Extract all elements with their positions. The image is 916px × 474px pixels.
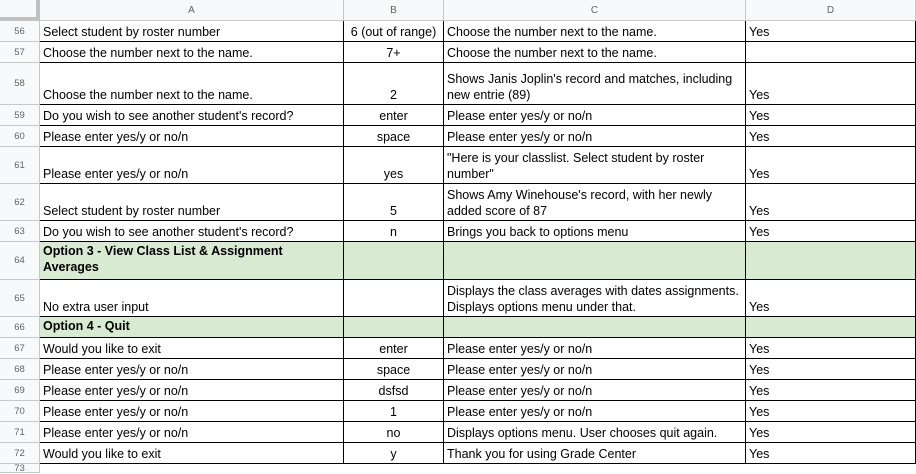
cell-d[interactable] <box>746 380 916 401</box>
cell-text: Please enter yes/y or no/n <box>447 384 593 398</box>
cell-b[interactable] <box>344 21 444 42</box>
cell-a[interactable] <box>40 147 344 184</box>
table-row <box>0 221 916 242</box>
cell-text: Select student by roster number <box>43 204 221 218</box>
cell-text: 5 <box>390 204 397 218</box>
cell-text: 7+ <box>386 46 401 60</box>
table-row <box>0 63 916 105</box>
cell-c[interactable] <box>444 105 746 126</box>
cell-text: no <box>386 426 401 440</box>
cell-text: 6 (out of range) <box>350 25 437 39</box>
cell-text: Displays the class averages with dates assignments. Displays options menu under that. <box>447 284 743 314</box>
cell-text: Please enter yes/y or no/n <box>447 342 593 356</box>
row-number[interactable]: 67 <box>0 338 40 359</box>
table-row <box>0 126 916 147</box>
cell-text: Please enter yes/y or no/n <box>43 426 189 440</box>
row-number[interactable]: 73 <box>0 464 40 473</box>
cell-text: Yes <box>749 167 770 181</box>
row-number[interactable]: 57 <box>0 42 40 63</box>
table-row <box>0 401 916 422</box>
cell-text: Would you like to exit <box>43 342 161 356</box>
cell-b[interactable] <box>344 147 444 184</box>
cell-b[interactable] <box>344 359 444 380</box>
row-number[interactable]: 61 <box>0 147 40 184</box>
cell-a[interactable] <box>40 242 344 280</box>
column-header-row <box>0 0 916 21</box>
cell-b[interactable] <box>344 280 444 317</box>
cell-text: y <box>390 447 397 461</box>
table-row <box>0 443 916 464</box>
cell-c[interactable] <box>444 221 746 242</box>
cell-b[interactable] <box>344 63 444 105</box>
cell-c[interactable] <box>444 242 746 280</box>
cell-text: Please enter yes/y or no/n <box>447 130 593 144</box>
table-row <box>0 184 916 221</box>
cell-text: Choose the number next to the name. <box>43 88 253 102</box>
row-number[interactable]: 56 <box>0 21 40 42</box>
cell-b[interactable] <box>344 443 444 464</box>
table-row <box>0 422 916 443</box>
cell-text: enter <box>379 109 408 123</box>
cell-text: "Here is your classlist. Select student by roster number" <box>447 151 708 181</box>
cell-c[interactable] <box>444 359 746 380</box>
cell-c[interactable] <box>444 42 746 63</box>
cell-c[interactable] <box>444 147 746 184</box>
cell-text: yes <box>383 167 404 181</box>
cell-a[interactable] <box>40 317 344 338</box>
table-row <box>0 380 916 401</box>
cell-text: n <box>390 225 397 239</box>
table-row <box>0 105 916 126</box>
cell-d[interactable] <box>746 317 916 338</box>
cell-text: Please enter yes/y or no/n <box>447 109 593 123</box>
cell-text: Please enter yes/y or no/n <box>43 363 189 377</box>
cell-text: Select student by roster number <box>43 25 221 39</box>
cell-text: Yes <box>749 25 770 39</box>
cell-a[interactable] <box>40 338 344 359</box>
cell-a[interactable] <box>40 105 344 126</box>
row-number[interactable]: 64 <box>0 242 40 280</box>
cell-a[interactable] <box>40 359 344 380</box>
cell-b[interactable] <box>344 422 444 443</box>
cell-text: Yes <box>749 426 770 440</box>
cell-text: Shows Amy Winehouse's record, with her newly added score of 87 <box>447 188 716 218</box>
cell-c[interactable] <box>444 184 746 221</box>
cell-b[interactable] <box>344 380 444 401</box>
column-header-c[interactable]: C <box>444 0 746 21</box>
cell-text: Would you like to exit <box>43 447 161 461</box>
cell-text: Please enter yes/y or no/n <box>43 167 189 181</box>
cell-text: space <box>376 363 411 377</box>
cell-text: Yes <box>749 109 770 123</box>
cell-a[interactable] <box>40 63 344 105</box>
row-number[interactable]: 62 <box>0 184 40 221</box>
cell-text: Yes <box>749 225 770 239</box>
cell-text: Yes <box>749 300 770 314</box>
cell-a[interactable] <box>40 280 344 317</box>
cell-text: Yes <box>749 447 770 461</box>
cell-text: Yes <box>749 342 770 356</box>
cell-d[interactable] <box>746 242 916 280</box>
cell-d[interactable] <box>746 221 916 242</box>
cell-d[interactable] <box>746 105 916 126</box>
cell-d[interactable] <box>746 42 916 63</box>
cell-b[interactable] <box>344 126 444 147</box>
cell-d[interactable] <box>746 63 916 105</box>
cell-text: Thank you for using Grade Center <box>447 447 636 461</box>
cell-text: 1 <box>390 405 397 419</box>
cell-c[interactable] <box>444 280 746 317</box>
cell-d[interactable] <box>746 184 916 221</box>
row-number[interactable]: 59 <box>0 105 40 126</box>
cell-a[interactable] <box>40 443 344 464</box>
cell-b[interactable] <box>344 184 444 221</box>
cell-text: Option 3 - View Class List & Assignment Averages <box>43 244 286 274</box>
cell-text: Choose the number next to the name. <box>447 46 657 60</box>
cell-text: Yes <box>749 88 770 102</box>
cell-text: Brings you back to options menu <box>447 225 629 239</box>
cell-d[interactable] <box>746 401 916 422</box>
cell-b[interactable] <box>344 242 444 280</box>
cell-text: Please enter yes/y or no/n <box>43 130 189 144</box>
cell-d[interactable] <box>746 338 916 359</box>
cell-b[interactable] <box>344 105 444 126</box>
column-header-d[interactable]: D <box>746 0 916 21</box>
cell-a[interactable] <box>40 401 344 422</box>
cell-text: Please enter yes/y or no/n <box>43 405 189 419</box>
column-header-b[interactable]: B <box>344 0 444 21</box>
table-row <box>0 42 916 63</box>
row-number[interactable]: 72 <box>0 443 40 464</box>
row-number[interactable]: 68 <box>0 359 40 380</box>
cell-text: No extra user input <box>43 300 149 314</box>
cell-d[interactable] <box>746 21 916 42</box>
cell-text: space <box>376 130 411 144</box>
row-number[interactable]: 66 <box>0 317 40 338</box>
row-number[interactable]: 70 <box>0 401 40 422</box>
cell-d[interactable] <box>746 443 916 464</box>
cell-d[interactable] <box>746 126 916 147</box>
cell-a[interactable] <box>40 422 344 443</box>
row-number[interactable]: 65 <box>0 280 40 317</box>
cell-text: Option 4 - Quit <box>43 319 130 333</box>
cell-a[interactable] <box>40 184 344 221</box>
cell-text: Do you wish to see another student's record? <box>43 109 294 123</box>
table-row <box>0 359 916 380</box>
row-number[interactable]: 69 <box>0 380 40 401</box>
cell-text: Yes <box>749 130 770 144</box>
cell-text: Yes <box>749 204 770 218</box>
cell-b[interactable] <box>344 338 444 359</box>
cell-c[interactable] <box>444 422 746 443</box>
cell-text: 2 <box>390 88 397 102</box>
column-header-a[interactable]: A <box>40 0 344 21</box>
table-row <box>0 280 916 317</box>
table-row <box>0 147 916 184</box>
cell-b[interactable] <box>344 401 444 422</box>
cell-text: Do you wish to see another student's record? <box>43 225 294 239</box>
cell-d[interactable] <box>746 147 916 184</box>
cell-b[interactable] <box>344 317 444 338</box>
cell-text: Yes <box>749 384 770 398</box>
cell-a[interactable] <box>40 126 344 147</box>
table-row <box>0 242 916 280</box>
cell-d[interactable] <box>746 280 916 317</box>
cell-text: Please enter yes/y or no/n <box>43 384 189 398</box>
table-row <box>0 317 916 338</box>
cell-text: Yes <box>749 363 770 377</box>
cell-d[interactable] <box>746 359 916 380</box>
cell-c[interactable] <box>444 63 746 105</box>
row-number[interactable]: 60 <box>0 126 40 147</box>
cell-c[interactable] <box>444 126 746 147</box>
cell-text: dsfsd <box>378 384 409 398</box>
cell-text: Please enter yes/y or no/n <box>447 363 593 377</box>
cell-d[interactable] <box>746 422 916 443</box>
cell-text: Displays options menu. User chooses quit again. <box>447 426 718 440</box>
cell-b[interactable] <box>344 42 444 63</box>
cell-a[interactable] <box>40 221 344 242</box>
select-all-corner[interactable] <box>0 0 40 21</box>
cell-a[interactable] <box>40 42 344 63</box>
cell-c[interactable] <box>444 338 746 359</box>
cell-text: Choose the number next to the name. <box>43 46 253 60</box>
cell-c[interactable] <box>444 443 746 464</box>
row-number[interactable]: 58 <box>0 63 40 105</box>
table-row <box>0 21 916 42</box>
cell-text: Please enter yes/y or no/n <box>447 405 593 419</box>
cell-b[interactable] <box>344 221 444 242</box>
cell-text: enter <box>379 342 408 356</box>
cell-c[interactable] <box>444 401 746 422</box>
cell-c[interactable] <box>444 380 746 401</box>
cell-text: Yes <box>749 405 770 419</box>
cell-a[interactable] <box>40 380 344 401</box>
cell-a[interactable] <box>40 21 344 42</box>
row-number[interactable]: 71 <box>0 422 40 443</box>
table-row <box>0 338 916 359</box>
cell-c[interactable] <box>444 21 746 42</box>
row-number[interactable]: 63 <box>0 221 40 242</box>
grid-rows <box>0 21 916 473</box>
cell-c[interactable] <box>444 317 746 338</box>
cell-text: Shows Janis Joplin's record and matches, including new entrie (89) <box>447 72 736 102</box>
cell-text: Choose the number next to the name. <box>447 25 657 39</box>
